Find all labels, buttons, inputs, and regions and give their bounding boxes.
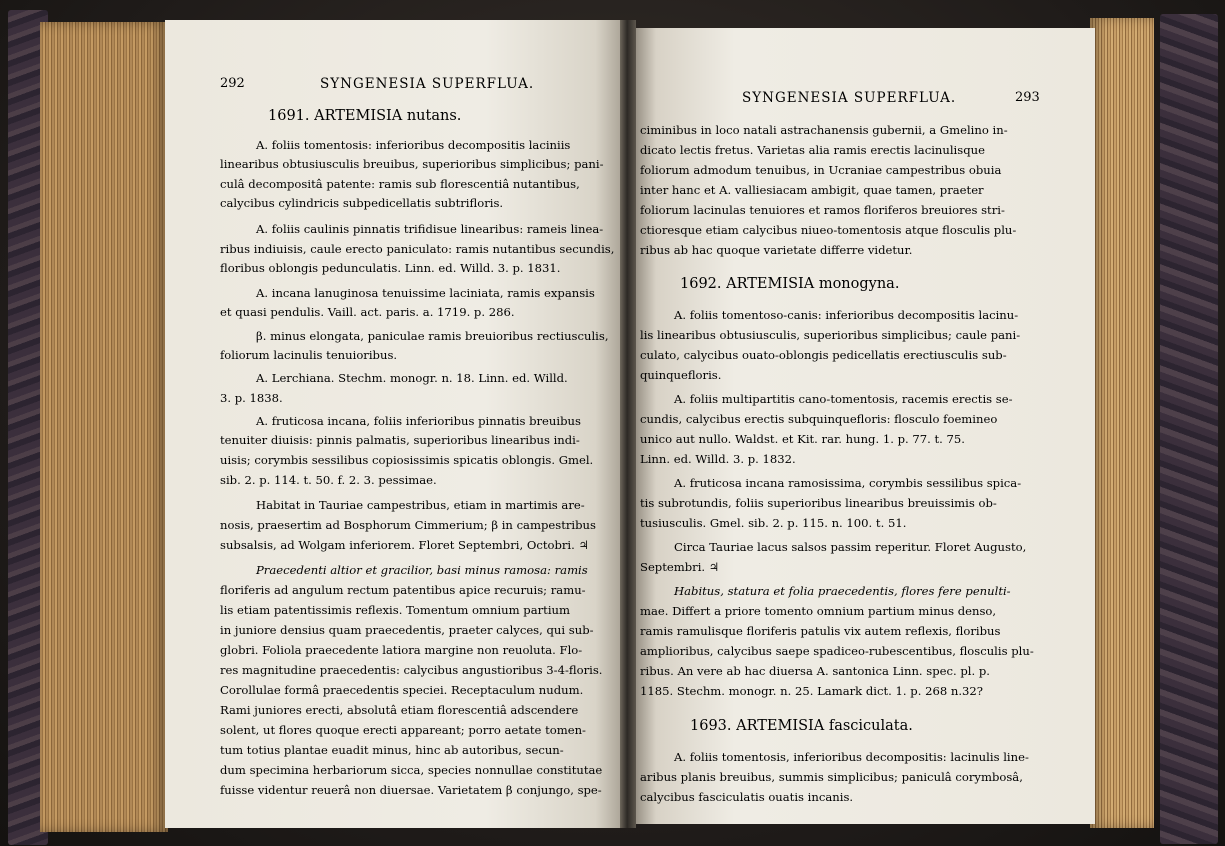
text-line: tusiusculis. Gmel. sib. 2. p. 115. n. 100. t. 51. bbox=[640, 516, 907, 530]
text-line: fuisse videntur reuerâ non diuersae. Varietatem β conjungo, spe- bbox=[220, 783, 602, 797]
text-line: 3. p. 1838. bbox=[220, 391, 283, 405]
text-line: nosis, praesertim ad Bosphorum Cimmerium; β in campestribus bbox=[220, 518, 596, 532]
text-line: A. foliis tomentosis: inferioribus decompositis laciniis bbox=[256, 138, 571, 152]
marbled-cover-right bbox=[1160, 14, 1218, 844]
text-line: foliorum admodum tenuibus, in Ucraniae campestribus obuia bbox=[640, 163, 1002, 177]
text-line: β. minus elongata, paniculae ramis breuioribus rectiusculis, bbox=[256, 329, 609, 343]
text-line: foliorum lacinulas tenuiores et ramos floriferos breuiores stri- bbox=[640, 203, 1005, 217]
text-line: ribus ab hac quoque varietate differre videtur. bbox=[640, 243, 913, 257]
text-line: Septembri. ♃ bbox=[640, 560, 720, 574]
text-line: A. fruticosa incana ramosissima, corymbis sessilibus spica- bbox=[674, 476, 1022, 490]
text-line: sib. 2. p. 114. t. 50. f. 2. 3. pessimae. bbox=[220, 473, 437, 487]
page-edges-left bbox=[40, 22, 168, 832]
species-heading: 1693. ARTEMISIA fasciculata. bbox=[690, 718, 913, 734]
text-line: 1185. Stechm. monogr. n. 25. Lamark dict. 1. p. 268 n.32? bbox=[640, 684, 983, 698]
text-line: floribus oblongis pedunculatis. Linn. ed. Willd. 3. p. 1831. bbox=[220, 261, 561, 275]
text-line: floriferis ad angulum rectum patentibus apice recuruis; ramu- bbox=[220, 583, 586, 597]
page-number: 292 bbox=[220, 76, 245, 91]
text-line: foliorum lacinulis tenuioribus. bbox=[220, 348, 398, 362]
text-line: mae. Differt a priore tomento omnium partium minus denso, bbox=[640, 604, 997, 618]
book-gutter bbox=[620, 20, 636, 828]
text-line: lis linearibus obtusiusculis, superioribus simplicibus; caule pani- bbox=[640, 328, 1021, 342]
text-line: A. foliis tomentosis, inferioribus decompositis: lacinulis line- bbox=[674, 750, 1029, 764]
page-edges-right bbox=[1090, 18, 1154, 828]
text-line: A. Lerchiana. Stechm. monogr. n. 18. Linn. ed. Willd. bbox=[256, 371, 568, 385]
text-line: in juniore densius quam praecedentis, praeter calyces, qui sub- bbox=[220, 623, 594, 637]
text-line: ramis ramulisque floriferis patulis vix autem reflexis, floribus bbox=[640, 624, 1001, 638]
running-head: SYNGENESIA SUPERFLUA. bbox=[742, 90, 957, 106]
species-heading: 1691. ARTEMISIA nutans. bbox=[268, 108, 462, 124]
text-line: calycibus fasciculatis ouatis incanis. bbox=[640, 790, 854, 804]
text-line: linearibus obtusiusculis breuibus, superioribus simplicibus; pani- bbox=[220, 157, 604, 171]
text-line: subsalsis, ad Wolgam inferiorem. Floret Septembri, Octobri. ♃ bbox=[220, 538, 589, 552]
species-heading: 1692. ARTEMISIA monogyna. bbox=[680, 276, 900, 292]
text-line: culato, calycibus ouato-oblongis pedicellatis erectiusculis sub- bbox=[640, 348, 1007, 362]
text-line: Praecedenti altior et gracilior, basi minus ramosa: ramis bbox=[256, 563, 588, 577]
text-line: dum specimina herbariorum sicca, species nonnullae constitutae bbox=[220, 763, 603, 777]
text-line: tenuiter diuisis: pinnis palmatis, superioribus linearibus indi- bbox=[220, 433, 580, 447]
text-line: Corollulae formâ praecedentis speciei. Receptaculum nudum. bbox=[220, 683, 584, 697]
text-line: A. foliis tomentoso-canis: inferioribus decompositis lacinu- bbox=[674, 308, 1019, 322]
text-line: tum totius plantae euadit minus, hinc ab autoribus, secun- bbox=[220, 743, 564, 757]
text-line: lis etiam patentissimis reflexis. Tomentum omnium partium bbox=[220, 603, 571, 617]
text-line: inter hanc et A. valliesiacam ambigit, quae tamen, praeter bbox=[640, 183, 984, 197]
text-line: Habitat in Tauriae campestribus, etiam in martimis are- bbox=[256, 498, 585, 512]
text-line: A. foliis multipartitis cano-tomentosis, racemis erectis se- bbox=[674, 392, 1013, 406]
text-line: A. incana lanuginosa tenuissime laciniata, ramis expansis bbox=[256, 286, 595, 300]
text-line: solent, ut flores quoque erecti appareant; porro aetate tomen- bbox=[220, 723, 586, 737]
text-line: ciminibus in loco natali astrachanensis gubernii, a Gmelino in- bbox=[640, 123, 1008, 137]
page-number: 293 bbox=[1015, 90, 1040, 105]
text-line: A. fruticosa incana, foliis inferioribus pinnatis breuibus bbox=[256, 414, 581, 428]
text-line: unico aut nullo. Waldst. et Kit. rar. hung. 1. p. 77. t. 75. bbox=[640, 432, 965, 446]
text-line: Linn. ed. Willd. 3. p. 1832. bbox=[640, 452, 796, 466]
running-head: SYNGENESIA SUPERFLUA. bbox=[320, 76, 535, 92]
text-line: ctioresque etiam calycibus niueo-tomentosis atque flosculis plu- bbox=[640, 223, 1017, 237]
text-line: ribus. An vere ab hac diuersa A. santonica Linn. spec. pl. p. bbox=[640, 664, 990, 678]
text-line: dicato lectis fretus. Varietas alia ramis erectis lacinulisque bbox=[640, 143, 985, 157]
text-line: cundis, calycibus erectis subquinquefloris: flosculo foemineo bbox=[640, 412, 998, 426]
text-line: aribus planis breuibus, summis simplicibus; paniculâ corymbosâ, bbox=[640, 770, 1023, 784]
text-line: res magnitudine praecedentis: calycibus angustioribus 3-4-floris. bbox=[220, 663, 603, 677]
text-line: globri. Foliola praecedente latiora margine non reuoluta. Flo- bbox=[220, 643, 583, 657]
text-line: et quasi pendulis. Vaill. act. paris. a. 1719. p. 286. bbox=[220, 305, 515, 319]
text-line: Circa Tauriae lacus salsos passim reperitur. Floret Augusto, bbox=[674, 540, 1027, 554]
text-line: amplioribus, calycibus saepe spadiceo-rubescentibus, flosculis plu- bbox=[640, 644, 1034, 658]
text-line: ribus indiuisis, caule erecto paniculato: ramis nutantibus secundis, bbox=[220, 242, 615, 256]
text-line: uisis; corymbis sessilibus copiosissimis spicatis oblongis. Gmel. bbox=[220, 453, 594, 467]
text-line: culâ decompositâ patente: ramis sub florescentiâ nutantibus, bbox=[220, 177, 580, 191]
text-line: A. foliis caulinis pinnatis trifidisue linearibus: rameis linea- bbox=[256, 222, 604, 236]
text-line: calycibus cylindricis subpedicellatis subtrifloris. bbox=[220, 196, 504, 210]
text-line: Habitus, statura et folia praecedentis, flores fere penulti- bbox=[674, 584, 1011, 598]
text-line: tis subrotundis, foliis superioribus linearibus breuissimis ob- bbox=[640, 496, 997, 510]
text-line: quinquefloris. bbox=[640, 368, 722, 382]
text-line: Rami juniores erecti, absolutâ etiam florescentiâ adscendere bbox=[220, 703, 579, 717]
